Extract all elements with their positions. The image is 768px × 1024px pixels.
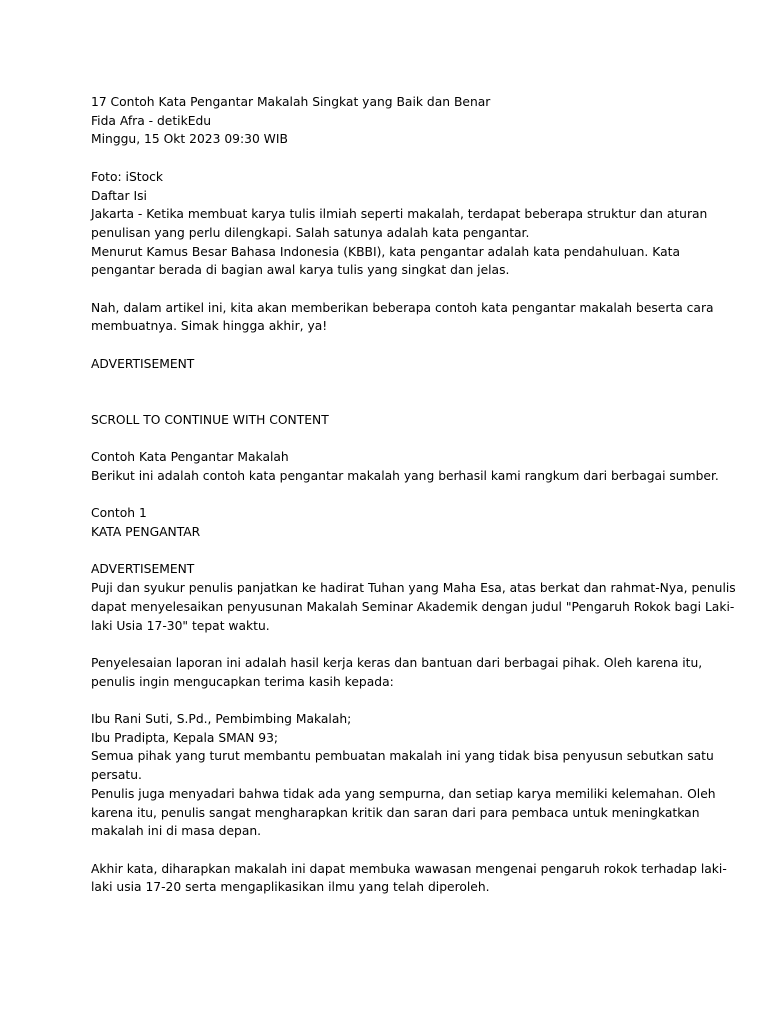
text-line: Berikut ini adalah contoh kata pengantar makalah yang berhasil kami rangkum dari berbagai sumber. bbox=[91, 468, 719, 483]
text-line: Foto: iStock bbox=[91, 169, 164, 184]
text-line: dapat menyelesaikan penyusunan Makalah Seminar Akademik dengan judul "Pengaruh Rokok bagi Laki- bbox=[91, 599, 735, 614]
text-line: Nah, dalam artikel ini, kita akan memberikan beberapa contoh kata pengantar makalah beserta cara bbox=[91, 300, 714, 315]
text-line: Daftar Isi bbox=[91, 188, 147, 203]
text-line: Penyelesaian laporan ini adalah hasil kerja keras dan bantuan dari berbagai pihak. Oleh karena itu, bbox=[91, 655, 703, 670]
text-line: laki usia 17-20 serta mengaplikasikan ilmu yang telah diperoleh. bbox=[91, 880, 490, 895]
blank-line bbox=[91, 542, 681, 561]
text-line: laki Usia 17-30" tepat waktu. bbox=[91, 618, 270, 633]
text-line: Minggu, 15 Okt 2023 09:30 WIB bbox=[91, 132, 288, 147]
blank-line bbox=[91, 149, 681, 168]
text-line: Akhir kata, diharapkan makalah ini dapat membuka wawasan mengenai pengaruh rokok terhadap laki- bbox=[91, 861, 727, 876]
text-line: pengantar berada di bagian awal karya tulis yang singkat dan jelas. bbox=[91, 263, 510, 278]
text-line: penulis ingin mengucapkan terima kasih kepada: bbox=[91, 674, 394, 689]
text-line: Menurut Kamus Besar Bahasa Indonesia (KBBI), kata pengantar adalah kata pendahuluan. Kata bbox=[91, 244, 680, 259]
text-line: Contoh Kata Pengantar Makalah bbox=[91, 450, 289, 465]
blank-line bbox=[91, 635, 681, 654]
blank-line bbox=[91, 280, 681, 299]
text-line: Ibu Rani Suti, S.Pd., Pembimbing Makalah; bbox=[91, 712, 352, 727]
text-line: Semua pihak yang turut membantu pembuatan makalah ini yang tidak bisa penyusun sebutkan satu bbox=[91, 749, 714, 764]
text-line: SCROLL TO CONTINUE WITH CONTENT bbox=[91, 412, 329, 427]
blank-line bbox=[91, 841, 681, 860]
blank-line bbox=[91, 374, 681, 393]
text-line: membuatnya. Simak hingga akhir, ya! bbox=[91, 319, 328, 334]
blank-line bbox=[91, 336, 681, 355]
blank-line bbox=[91, 691, 681, 710]
text-line: Puji dan syukur penulis panjatkan ke hadirat Tuhan yang Maha Esa, atas berkat dan rahmat-Nya, penulis bbox=[91, 581, 736, 596]
text-line: penulisan yang perlu dilengkapi. Salah satunya adalah kata pengantar. bbox=[91, 225, 530, 240]
text-line: 17 Contoh Kata Pengantar Makalah Singkat yang Baik dan Benar bbox=[91, 95, 491, 109]
text-line: Fida Afra - detikEdu bbox=[91, 113, 212, 128]
text-line: Jakarta - Ketika membuat karya tulis ilmiah seperti makalah, terdapat beberapa struktur dan aturan bbox=[91, 207, 708, 222]
text-line: ADVERTISEMENT bbox=[91, 356, 195, 371]
text-line: Penulis juga menyadari bahwa tidak ada yang sempurna, dan setiap karya memiliki kelemahan. Oleh bbox=[91, 786, 716, 801]
text-line: karena itu, penulis sangat mengharapkan kritik dan saran dari para pembaca untuk meningkatkan bbox=[91, 805, 700, 820]
document-page bbox=[91, 93, 736, 897]
blank-line bbox=[91, 392, 681, 411]
text-line: Ibu Pradipta, Kepala SMAN 93; bbox=[91, 730, 279, 745]
text-line: persatu. bbox=[91, 768, 142, 783]
text-line: makalah ini di masa depan. bbox=[91, 824, 262, 839]
blank-line bbox=[91, 486, 681, 505]
text-line: ADVERTISEMENT bbox=[91, 562, 195, 577]
blank-line bbox=[91, 430, 681, 449]
text-line: KATA PENGANTAR bbox=[91, 525, 201, 540]
text-line: Contoh 1 bbox=[91, 506, 147, 521]
